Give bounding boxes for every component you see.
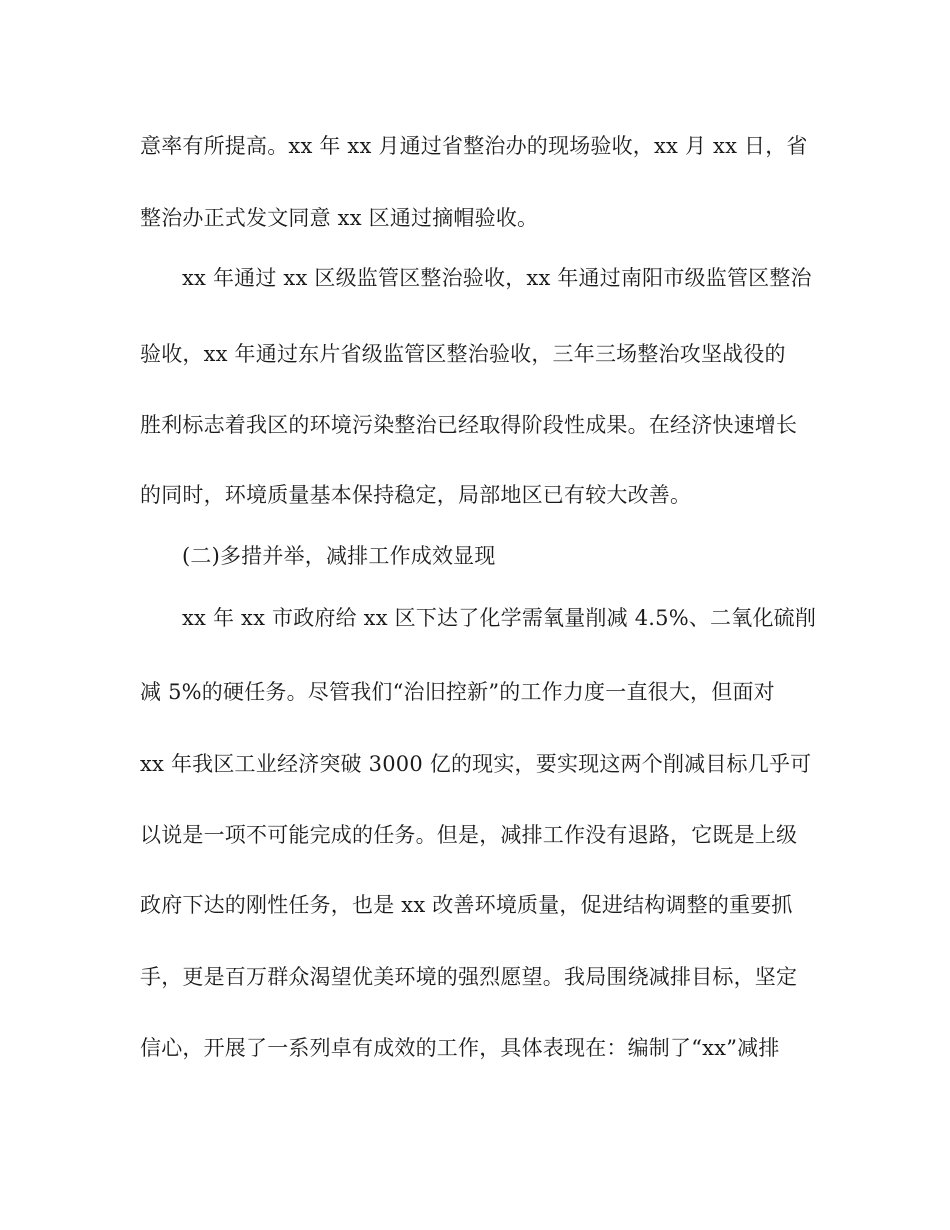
text-line: 政府下达的刚性任务，也是 xx 改善环境质量，促进结构调整的重要抓 xyxy=(140,893,793,917)
text-line: 意率有所提高。xx 年 xx 月通过省整治办的现场验收，xx 月 xx 日，省 xyxy=(140,134,808,158)
text-line: 手，更是百万群众渴望优美环境的强烈愿望。我局围绕减排目标，坚定 xyxy=(140,965,798,989)
text-line: 信心，开展了一系列卓有成效的工作，具体表现在：编制了“xx”减排 xyxy=(140,1036,780,1060)
text-line: 的同时，环境质量基本保持稳定，局部地区已有较大改善。 xyxy=(140,483,692,507)
text-line: 胜利标志着我区的环境污染整治已经取得阶段性成果。在经济快速增长 xyxy=(140,413,798,437)
text-line: 整治办正式发文同意 xx 区通过摘帽验收。 xyxy=(140,206,539,230)
section-heading: (二)多措并举，减排工作成效显现 xyxy=(182,544,496,568)
paragraph-start: xx 年通过 xx 区级监管区整治验收，xx 年通过南阳市级监管区整治 xyxy=(182,266,812,290)
text-line: 减 5%的硬任务。尽管我们“治旧控新”的工作力度一直很大，但面对 xyxy=(140,680,775,704)
text-line: 验收，xx 年通过东片省级监管区整治验收，三年三场整治攻坚战役的 xyxy=(140,342,786,366)
text-line: xx 年我区工业经济突破 3000 亿的现实，要实现这两个削减目标几乎可 xyxy=(140,752,812,776)
text-line: 以说是一项不可能完成的任务。但是，减排工作没有退路，它既是上级 xyxy=(140,823,798,847)
paragraph-start: xx 年 xx 市政府给 xx 区下达了化学需氧量削减 4.5%、二氧化硫削 xyxy=(182,606,817,630)
